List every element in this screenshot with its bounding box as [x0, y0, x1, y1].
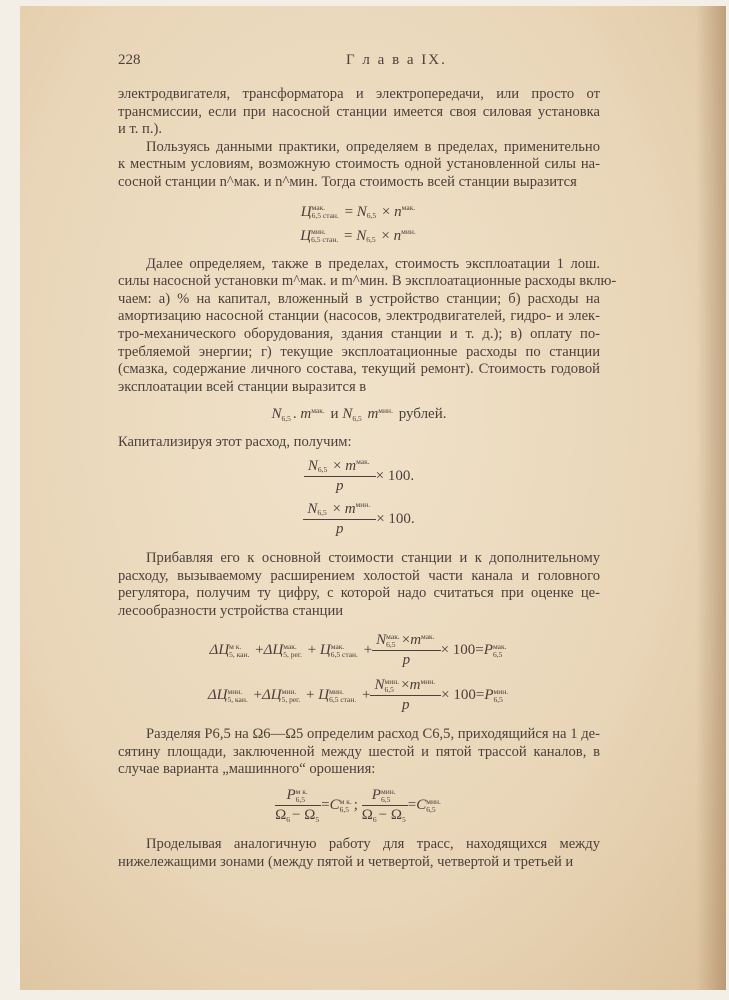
- text-line: электродвигателя, трансформатора и электропередачи, или просто от: [118, 86, 600, 102]
- formula-part: 6,5: [317, 508, 327, 518]
- formula-part: [329, 688, 356, 704]
- paragraph: [118, 726, 600, 779]
- formula-part: 6,5: [281, 413, 291, 423]
- formula-part: м к.: [295, 786, 308, 796]
- formula-part: 6,5: [366, 235, 376, 245]
- formula-part: [283, 643, 302, 659]
- formula-part: [356, 458, 370, 474]
- formula-part: Ц: [300, 203, 312, 220]
- formula-part: .: [410, 510, 415, 527]
- formula-capital-min: [118, 501, 600, 538]
- formula-part: [227, 696, 247, 704]
- text-line: нижележащими зонами (между пятой и четвертой, четвертой и третьей и: [118, 853, 574, 870]
- formula-part: [282, 696, 301, 704]
- formula-part: [303, 501, 376, 520]
- formula-part: P: [483, 642, 493, 659]
- formula-part: [426, 798, 441, 814]
- formula-part: [420, 678, 435, 694]
- text-line: трансмиссии, если при насосной станции имеется своя силовая установка: [118, 103, 600, 120]
- text-line: Капитализируя этот расход, получим:: [118, 434, 352, 451]
- formula-part: [373, 808, 377, 824]
- text-line: (смазка, содержание личного состава, текущий ремонт). Стоимость годовой: [118, 361, 600, 378]
- formula-part: [286, 808, 290, 824]
- text-line: силы насосной установки m^мак. и m^мин. В эксплоатационные расходы вклю-: [118, 273, 617, 290]
- text-line: сятину площади, заключенной между шестой и пятой трассой каналов, в: [118, 743, 600, 760]
- formula-part: мин.: [355, 500, 371, 510]
- formula-part: +: [307, 642, 317, 659]
- formula-part: мак.: [330, 641, 345, 651]
- formula-part: 5,: [281, 694, 288, 704]
- formula-part: [362, 787, 408, 824]
- formula-part: [318, 458, 327, 474]
- formula-part: N: [356, 227, 367, 244]
- formula-part: [275, 787, 321, 824]
- formula-part: 6,5: [493, 694, 503, 704]
- formula-part: 5: [315, 814, 320, 824]
- formula-part: 5: [401, 814, 406, 824]
- formula-part: [366, 228, 375, 244]
- formula-part: рег.: [290, 649, 302, 659]
- formula-part: мак.: [283, 641, 297, 651]
- formula-part: [370, 677, 441, 696]
- page-number: 228: [118, 52, 141, 68]
- formula-part: [311, 415, 325, 423]
- formula-part: [296, 788, 308, 804]
- formula-part: [331, 643, 358, 659]
- formula-part: N: [342, 406, 353, 423]
- text-line: регулятора, получим ту цифру, с которой надо считаться при оценке це-: [118, 585, 600, 602]
- formula-part: [421, 633, 435, 649]
- formula-part: m: [345, 457, 357, 474]
- formula-part: m: [367, 406, 379, 423]
- formula-part: [352, 407, 361, 423]
- formula-part: 6,5: [317, 465, 328, 475]
- formula-part: ×: [440, 642, 450, 659]
- formula-part: 100: [388, 510, 411, 527]
- formula-part: [315, 808, 319, 824]
- formula-part: −: [292, 807, 301, 824]
- formula-part: рублей.: [398, 406, 447, 423]
- formula-part: [420, 686, 435, 694]
- formula-part: m: [409, 677, 421, 694]
- formula-part: кан.: [234, 694, 248, 704]
- formula-part: ×: [381, 203, 391, 220]
- formula-part: 6,5 стан.: [330, 649, 358, 659]
- formula-part: ΔЦ: [207, 687, 228, 704]
- paragraph: [118, 836, 600, 871]
- formula-part: [317, 501, 326, 517]
- formula-part: [362, 787, 408, 806]
- formula-part: [275, 806, 321, 824]
- formula-part: .: [292, 406, 297, 423]
- formula-part: +: [253, 687, 262, 704]
- formula-part: [282, 407, 291, 423]
- formula-part: мин.: [493, 686, 509, 696]
- formula-annual-cost: [118, 404, 600, 424]
- formula-part: ΔЦ: [261, 687, 282, 704]
- formula-total-min: [118, 677, 600, 714]
- formula-part: p: [336, 477, 344, 494]
- formula-part: Ц: [319, 642, 331, 659]
- formula-part: ×: [332, 500, 341, 517]
- paragraph: [118, 434, 600, 452]
- text-line: Прибавляя его к основной стоимости станции и к дополнительному: [146, 549, 600, 566]
- formula-part: Ц: [318, 687, 330, 704]
- formula-cost-max: [118, 202, 600, 222]
- formula-part: =: [407, 797, 417, 813]
- formula-part: мин.: [401, 227, 416, 237]
- formula-part: [367, 204, 376, 220]
- formula-part: 6,5: [339, 804, 350, 814]
- formula-part: [304, 458, 376, 495]
- formula-part: N: [374, 677, 385, 694]
- formula-part: N: [376, 632, 387, 649]
- formula-part: 100: [452, 642, 476, 659]
- formula-part: 6,5: [366, 211, 377, 221]
- paragraph: [118, 139, 600, 192]
- text-line: случае варианта „машинного“ орошения:: [118, 761, 376, 778]
- formula-part: p: [402, 697, 410, 714]
- formula-capital-max: [118, 458, 600, 495]
- text-line: чаем: а) % на капитал, вложенный в устройство станции; б) расходы на: [118, 290, 600, 307]
- formula-part: [370, 696, 441, 714]
- formula-part: 6,5 стан.: [329, 694, 357, 704]
- formula-part: [378, 407, 393, 423]
- formula-part: [312, 204, 339, 220]
- formula-part: N: [356, 203, 367, 220]
- formula-part: [402, 204, 416, 220]
- page-header: [118, 52, 600, 72]
- formula-part: мин.: [420, 676, 436, 686]
- text-line: тро-механического оборудования, здания станции и т. д.); в) оплату по-: [118, 325, 600, 342]
- formula-part: [304, 477, 376, 495]
- formula-per-desyatina: [118, 787, 600, 824]
- formula-part: m: [300, 406, 312, 423]
- formula-part: [372, 632, 440, 651]
- formula-part: мин.: [227, 686, 243, 696]
- formula-part: =: [344, 227, 353, 244]
- formula-part: [303, 501, 376, 538]
- formula-part: 5,: [229, 649, 235, 659]
- formula-part: C: [416, 797, 427, 813]
- formula-part: n: [393, 227, 402, 244]
- formula-part: n: [394, 203, 402, 220]
- formula-part: мин.: [311, 227, 326, 237]
- formula-part: мак.: [356, 457, 370, 467]
- formula-part: [493, 688, 508, 704]
- formula-part: 6,5: [386, 639, 396, 649]
- formula-part: [372, 632, 440, 669]
- formula-part: ×: [376, 510, 385, 527]
- formula-part: 6,5: [492, 649, 503, 659]
- formula-part: C: [329, 797, 340, 813]
- formula-part: [282, 688, 301, 704]
- formula-part: P: [371, 787, 381, 804]
- formula-part: и: [330, 406, 339, 423]
- paragraph: [118, 255, 617, 397]
- paragraph: [118, 86, 600, 139]
- formula-part: 6,5: [426, 804, 436, 814]
- formula-part: [304, 458, 376, 477]
- formula-part: m: [410, 632, 422, 649]
- page-body: [118, 52, 617, 871]
- formula-part: ×: [381, 227, 390, 244]
- formula-part: [372, 651, 440, 669]
- formula-part: мак.: [311, 405, 325, 415]
- formula-part: мин.: [384, 676, 400, 686]
- formula-part: мин.: [426, 796, 441, 806]
- text-line: Проделывая аналогичную работу для трасс, находящихся между: [146, 836, 600, 853]
- formula-part: ΔЦ: [209, 642, 230, 659]
- formula-part: ×: [441, 687, 450, 704]
- formula-part: 6: [286, 814, 291, 824]
- formula-part: [229, 651, 249, 659]
- text-line: Пользуясь данными практики, определяем в пределах, применительно: [146, 138, 600, 155]
- formula-part: [402, 808, 406, 824]
- formula-part: N: [307, 500, 318, 517]
- formula-part: 6,5 стан.: [311, 235, 339, 245]
- formula-part: P: [286, 787, 296, 804]
- formula-part: Ω: [275, 807, 287, 824]
- formula-part: мак.: [401, 203, 416, 213]
- formula-part: [401, 228, 416, 244]
- formula-part: +: [255, 642, 264, 659]
- formula-part: кан.: [236, 649, 250, 659]
- formula-part: 6,5: [352, 413, 362, 423]
- formula-part: мин.: [281, 686, 297, 696]
- formula-part: [493, 643, 507, 659]
- formula-part: [311, 228, 338, 244]
- formula-part: мак.: [311, 203, 326, 213]
- formula-part: N: [271, 406, 282, 423]
- formula-part: [401, 236, 416, 244]
- formula-part: [386, 633, 400, 649]
- formula-part: p: [402, 652, 411, 669]
- formula-part: мин.: [329, 686, 344, 696]
- formula-part: [340, 798, 352, 814]
- text-line: и т. п.).: [118, 121, 163, 138]
- formula-total-max: [118, 632, 600, 669]
- text-line: лесообразности устройства станции: [118, 602, 344, 619]
- formula-part: p: [336, 520, 344, 537]
- formula-part: 6,5: [384, 684, 394, 694]
- formula-part: мак.: [492, 641, 507, 651]
- text-line: амортизацию насосной станции (насосов, электродвигателей, гидро- и элек-: [118, 308, 600, 325]
- formula-part: 5,: [227, 694, 234, 704]
- formula-part: −: [378, 807, 388, 824]
- formula-part: N: [307, 457, 318, 474]
- formula-part: ;: [353, 797, 358, 813]
- formula-cost-min: [118, 226, 600, 246]
- formula-part: +: [362, 687, 371, 704]
- formula-part: [378, 415, 393, 423]
- text-line: Разделяя P6,5 на Ω6—Ω5 определим расход C6,5, приходящийся на 1 де-: [146, 726, 600, 743]
- text-line: расходу, вызываемому расширением холостой части канала и головного: [118, 567, 600, 584]
- formula-part: 100: [453, 687, 476, 704]
- formula-part: мак.: [421, 631, 435, 641]
- formula-part: [229, 643, 249, 659]
- formula-part: [356, 509, 371, 517]
- formula-part: ×: [401, 677, 410, 694]
- formula-part: 6,5 стан.: [311, 211, 339, 221]
- formula-part: [275, 787, 321, 806]
- formula-part: ΔЦ: [263, 642, 284, 659]
- formula-part: рег.: [289, 694, 301, 704]
- formula-part: [421, 641, 435, 649]
- formula-part: m: [344, 500, 356, 517]
- formula-part: [356, 501, 371, 517]
- formula-part: [370, 677, 441, 714]
- formula-part: [227, 688, 247, 704]
- formula-part: [283, 651, 302, 659]
- formula-part: [311, 407, 325, 423]
- formula-part: =: [321, 797, 330, 813]
- formula-part: Ц: [300, 227, 312, 244]
- formula-part: =: [475, 642, 484, 659]
- formula-part: м к.: [339, 796, 352, 806]
- formula-part: 6,5: [295, 794, 306, 804]
- text-line: требляемой энергии; г) текущие эксплоатационные расходы по станции: [118, 343, 600, 360]
- formula-part: мак.: [386, 631, 400, 641]
- formula-part: 6,5: [380, 794, 391, 804]
- formula-part: ×: [401, 632, 411, 649]
- formula-part: P: [484, 687, 494, 704]
- text-line: к местным условиям, возможную стоимость одной установленной силы на-: [118, 156, 600, 173]
- paragraph: [118, 550, 600, 620]
- chapter-title: Г л а в а IX.: [346, 52, 447, 68]
- text-line: сосной станции n^мак. и n^мин. Тогда стоимость всей станции выразится: [118, 173, 577, 190]
- formula-part: Ω: [304, 807, 316, 824]
- formula-part: 6: [372, 814, 377, 824]
- formula-part: [356, 466, 370, 474]
- formula-part: Ω: [361, 807, 373, 824]
- formula-part: =: [344, 203, 354, 220]
- formula-part: +: [363, 642, 373, 659]
- formula-part: [303, 520, 376, 538]
- formula-part: [362, 806, 408, 824]
- formula-part: 5,: [283, 649, 289, 659]
- formula-part: [381, 788, 396, 804]
- formula-part: мин.: [380, 786, 396, 796]
- formula-part: ×: [333, 457, 342, 474]
- formula-part: [385, 678, 400, 694]
- formula-part: =: [475, 687, 485, 704]
- formula-part: ×: [375, 467, 385, 484]
- formula-part: Ω: [390, 807, 402, 824]
- formula-part: .: [410, 467, 415, 484]
- formula-part: 100: [387, 467, 411, 484]
- text-line: Далее определяем, также в пределах, стоимость эксплоатации 1 лош.: [146, 255, 600, 272]
- formula-part: мин.: [378, 405, 393, 415]
- formula-part: [402, 212, 416, 220]
- formula-part: +: [306, 687, 315, 704]
- text-line: эксплоатации всей станции выразится в: [118, 378, 367, 395]
- formula-part: м к.: [229, 641, 242, 651]
